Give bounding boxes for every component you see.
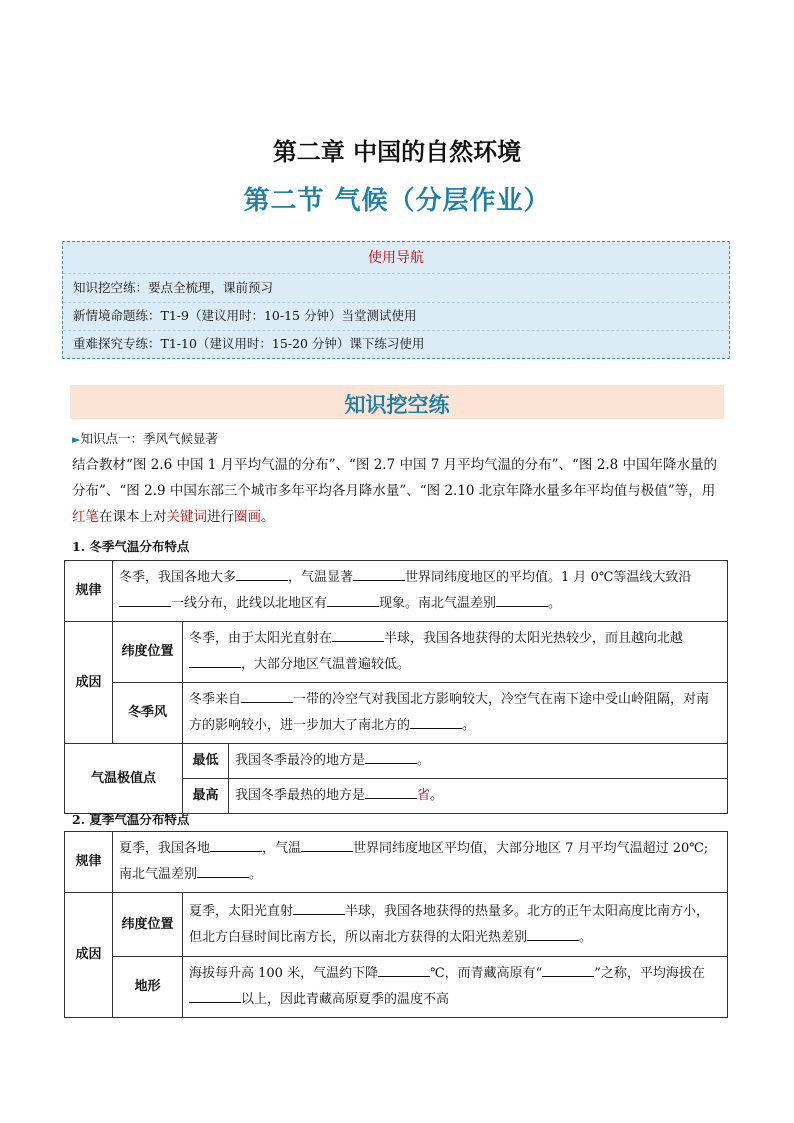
row-label-cause: 成因 <box>65 893 113 1018</box>
divider <box>63 330 729 331</box>
knowledge-point-label <box>72 429 218 447</box>
answer-blank[interactable] <box>293 900 345 915</box>
divider <box>63 273 729 274</box>
nav-line-1: 知识挖空练：要点全梳理，课前预习 <box>73 280 274 295</box>
label-latitude: 纬度位置 <box>113 893 183 957</box>
row-label-rule: 规律 <box>65 561 113 622</box>
answer-blank[interactable] <box>189 988 241 1003</box>
answer-blank[interactable] <box>365 749 417 764</box>
band-title: 知识挖空练 <box>344 392 450 417</box>
answer-blank[interactable] <box>378 962 430 977</box>
intro-red-text: 圈画 <box>234 509 261 525</box>
winter-temperature-table <box>64 560 728 814</box>
nav-heading: 使用导航 <box>368 250 424 266</box>
lowest-cell: 我国冬季最冷的地方是 。 <box>229 744 728 779</box>
section-band <box>70 385 724 419</box>
winter-monsoon-cell: 冬季来自 一带的冷空气对我国北方影响较大，冷空气在南下途中受山岭阻隔，对南方的影响较小，进一步加大了南北方的 。 <box>183 683 728 744</box>
answer-blank[interactable] <box>197 863 249 878</box>
label-latitude: 纬度位置 <box>113 622 183 683</box>
answer-blank[interactable] <box>365 784 417 799</box>
winter-rule-cell: 冬季，我国各地大多 ，气温显著 世界同纬度地区的平均值。1 月 0℃等温线大致沿一线分布，此线以北地区有 现象。南北气温差别 。 <box>113 561 728 622</box>
winter-latitude-cell: 冬季，由于太阳光直射在 半球，我国各地获得的太阳光热较少，而且越向北越，大部分地区气温普遍较低。 <box>183 622 728 683</box>
answer-blank[interactable] <box>542 962 594 977</box>
knowledge-point-text: 知识点一：季风气候显著 <box>80 431 218 446</box>
answer-blank[interactable] <box>332 627 384 642</box>
answer-blank[interactable] <box>236 566 288 581</box>
summer-temperature-table <box>64 831 728 1018</box>
triangle-marker-icon: ► <box>72 433 81 446</box>
intro-red-text: 关键词 <box>166 509 207 525</box>
row-label-rule: 规律 <box>65 832 113 893</box>
intro-text: 进行 <box>207 509 234 525</box>
usage-navigation-box <box>62 241 730 359</box>
section-1-title: 1. 冬季气温分布特点 <box>72 539 190 554</box>
answer-blank[interactable] <box>410 714 462 729</box>
nav-line-2: 新情境命题练：T1-9（建议用时：10-15 分钟）当堂测试使用 <box>73 308 417 323</box>
intro-text: 结合教材“图 2.6 中国 1 月平均气温的分布”、“图 2.7 中国 7 月平均气温的分布”、“图 2.8 中国年降水量的分布”、“图 2.9 中国东部三个城市多年平均各月降水量”、“图 2.10 北京年降水量多年平均值与极值”等，用 <box>72 457 718 499</box>
summer-latitude-cell: 夏季，太阳光直射 半球，我国各地获得的热量多。北方的正午太阳高度比南方小，但北方白昼时间比南方长，所以南北方获得的太阳光热差别 。 <box>183 893 728 957</box>
chapter-title: 第二章 中国的自然环境 <box>272 137 522 166</box>
answer-blank[interactable] <box>301 837 353 852</box>
answer-blank[interactable] <box>527 926 579 941</box>
label-highest: 最高 <box>183 779 229 814</box>
section-title: 第二节 气候（分层作业） <box>243 186 551 216</box>
intro-text: 。 <box>261 509 275 525</box>
label-temperature-extremes: 气温极值点 <box>65 744 183 814</box>
highest-cell: 我国冬季最热的地方是 省。 <box>229 779 728 814</box>
section-2-title: 2. 夏季气温分布特点 <box>72 812 190 827</box>
answer-blank[interactable] <box>353 566 405 581</box>
answer-blank[interactable] <box>189 653 241 668</box>
intro-red-text: 红笔 <box>72 509 99 525</box>
label-winter-monsoon: 冬季风 <box>113 683 183 744</box>
row-label-cause: 成因 <box>65 622 113 744</box>
answer-blank[interactable] <box>496 592 548 607</box>
label-terrain: 地形 <box>113 957 183 1018</box>
nav-line-3: 重难探究专练：T1-10（建议用时：15-20 分钟）课下练习使用 <box>73 336 425 351</box>
red-text: 省 <box>417 788 431 803</box>
answer-blank[interactable] <box>119 592 171 607</box>
answer-blank[interactable] <box>241 688 293 703</box>
terrain-cell: 海拔每升高 100 米，气温约下降 ℃，而青藏高原有“ ”之称，平均海拔在以上，因此青藏高原夏季的温度不高 <box>183 957 728 1018</box>
summer-rule-cell: 夏季，我国各地 ，气温 世界同纬度地区平均值，大部分地区 7 月平均气温超过 20℃;南北气温差别 。 <box>113 832 728 893</box>
answer-blank[interactable] <box>210 837 262 852</box>
answer-blank[interactable] <box>327 592 379 607</box>
divider <box>63 302 729 303</box>
label-lowest: 最低 <box>183 744 229 779</box>
intro-text: 在课本上对 <box>99 509 167 525</box>
intro-paragraph <box>72 452 726 530</box>
